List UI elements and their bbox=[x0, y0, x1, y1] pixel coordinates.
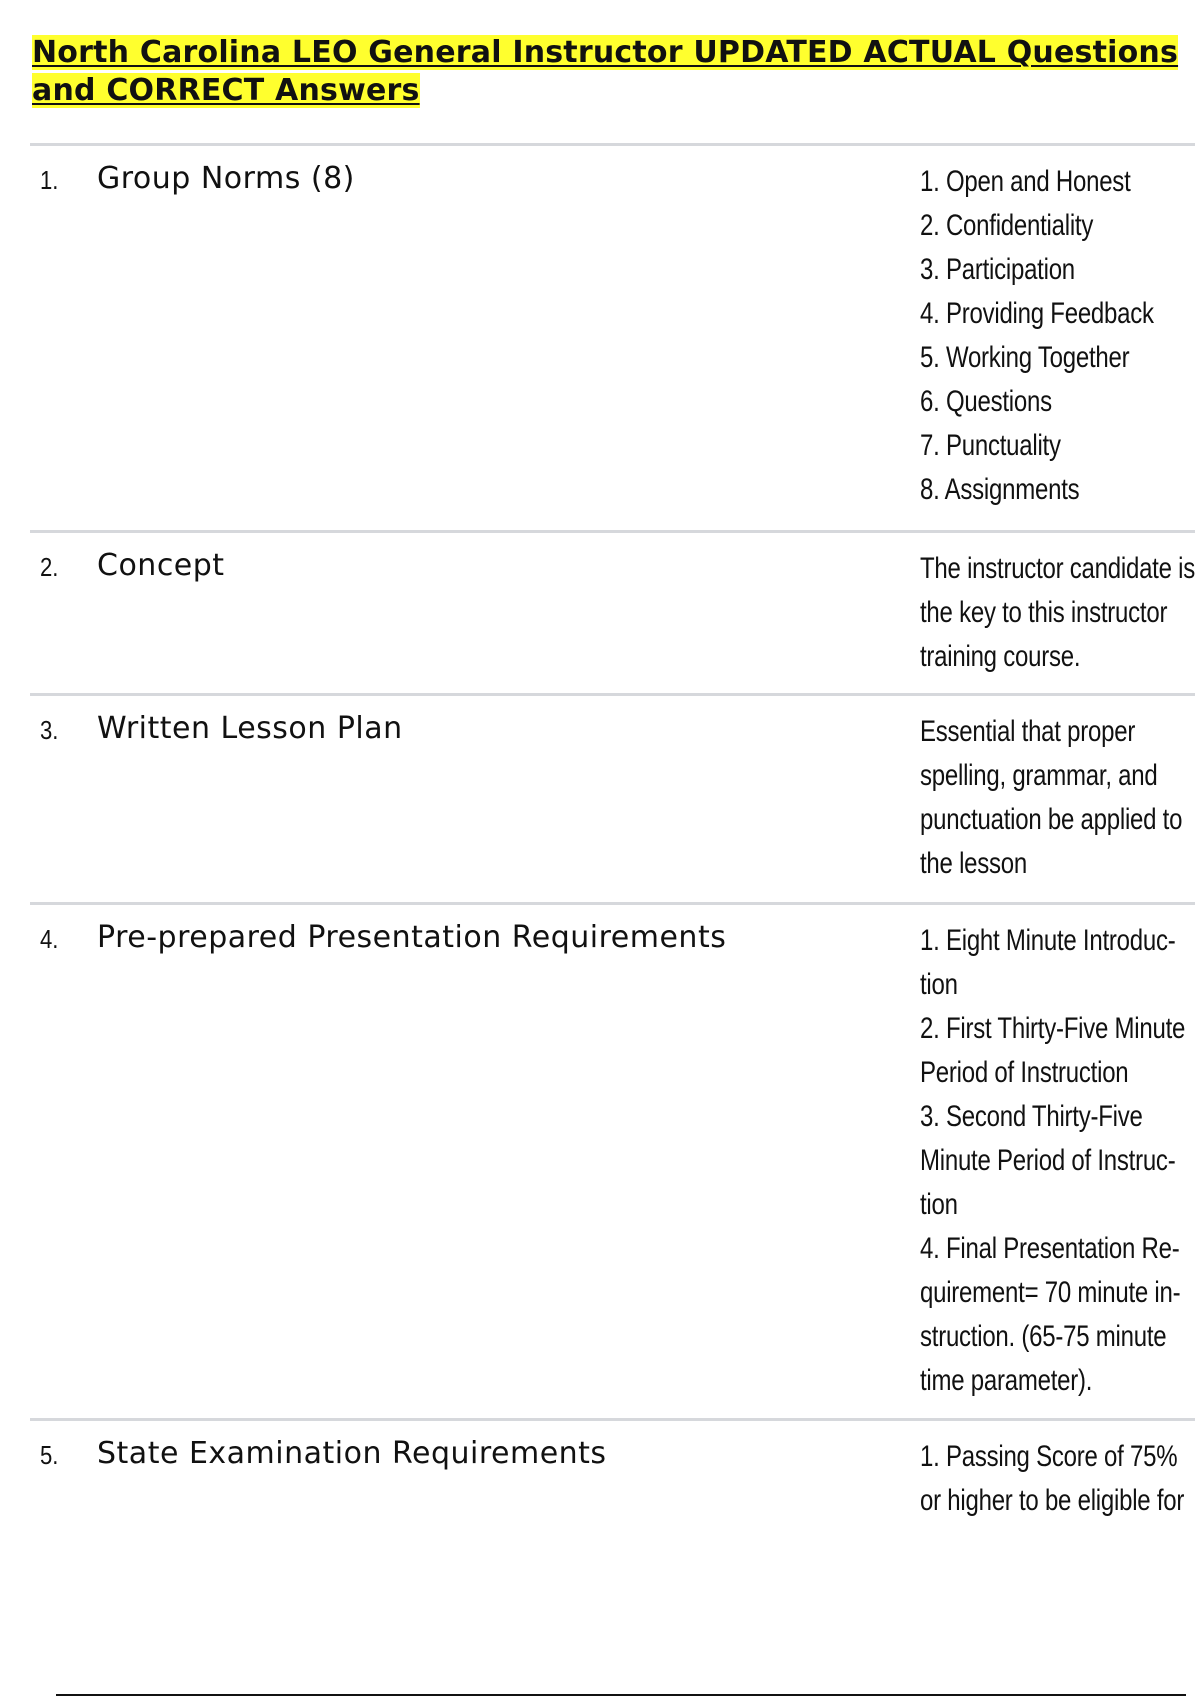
answer-line: spelling, grammar, and bbox=[920, 759, 1158, 792]
answer-line: Period of Instruction bbox=[920, 1056, 1129, 1089]
document-title: North Carolina LEO General Instructor UPDATED ACTUAL Questions and CORRECT Answers bbox=[32, 35, 1179, 108]
answer-line: 2. First Thirty-Five Minute bbox=[920, 1012, 1186, 1045]
answer-line: punctuation be applied to bbox=[920, 803, 1183, 836]
item-term: Written Lesson Plan bbox=[97, 711, 403, 746]
answer-line: 6. Questions bbox=[920, 385, 1052, 418]
item-answer bbox=[920, 710, 1183, 886]
answer-line: 7. Punctuality bbox=[920, 429, 1061, 462]
answer-line: 2. Confidentiality bbox=[920, 209, 1094, 242]
answer-line: or higher to be eligible for bbox=[920, 1484, 1185, 1517]
answer-line: struction. (65-75 minute bbox=[920, 1320, 1167, 1353]
answer-line: The instructor candidate is bbox=[920, 552, 1195, 585]
answer-line: 1. Open and Honest bbox=[920, 165, 1131, 198]
answer-line: 3. Participation bbox=[920, 253, 1075, 286]
answer-line: 1. Eight Minute Introduc- bbox=[920, 924, 1176, 957]
footer-rule bbox=[56, 1694, 1186, 1696]
answer-line: training course. bbox=[920, 640, 1081, 673]
answer-line: 3. Second Thirty-Five bbox=[920, 1100, 1143, 1133]
item-term: State Examination Requirements bbox=[97, 1436, 607, 1471]
answer-line: the lesson bbox=[920, 847, 1028, 880]
answer-line: 4. Final Presentation Re- bbox=[920, 1232, 1180, 1265]
answer-line: 1. Passing Score of 75% bbox=[920, 1440, 1178, 1473]
answer-line: quirement= 70 minute in- bbox=[920, 1276, 1181, 1309]
item-term: Concept bbox=[97, 548, 225, 583]
qa-item bbox=[30, 143, 1195, 530]
item-number: 4. bbox=[40, 924, 59, 954]
answer-line: the key to this instructor bbox=[920, 596, 1168, 629]
answer-line: Essential that proper bbox=[920, 715, 1136, 748]
answer-line: 8. Assignments bbox=[920, 473, 1080, 506]
item-term: Group Norms (8) bbox=[97, 161, 355, 196]
item-answer bbox=[920, 160, 1168, 512]
qa-item bbox=[30, 1418, 1195, 1558]
item-number: 5. bbox=[40, 1440, 59, 1470]
qa-item bbox=[30, 530, 1195, 693]
qa-item bbox=[30, 693, 1195, 902]
answer-line: 5. Working Together bbox=[920, 341, 1130, 374]
answer-line: tion bbox=[920, 1188, 958, 1221]
item-answer bbox=[920, 547, 1195, 679]
item-answer bbox=[920, 919, 1186, 1403]
item-term: Pre-prepared Presentation Requirements bbox=[97, 920, 727, 955]
answer-line: time parameter). bbox=[920, 1364, 1093, 1397]
item-number: 1. bbox=[40, 165, 59, 195]
qa-item bbox=[30, 902, 1195, 1418]
answer-line: tion bbox=[920, 968, 958, 1001]
answer-line: Minute Period of Instruc- bbox=[920, 1144, 1176, 1177]
qa-list bbox=[30, 143, 1195, 1558]
item-number: 3. bbox=[40, 715, 59, 745]
item-answer bbox=[920, 1435, 1185, 1523]
answer-line: 4. Providing Feedback bbox=[920, 297, 1154, 330]
item-number: 2. bbox=[40, 552, 59, 582]
